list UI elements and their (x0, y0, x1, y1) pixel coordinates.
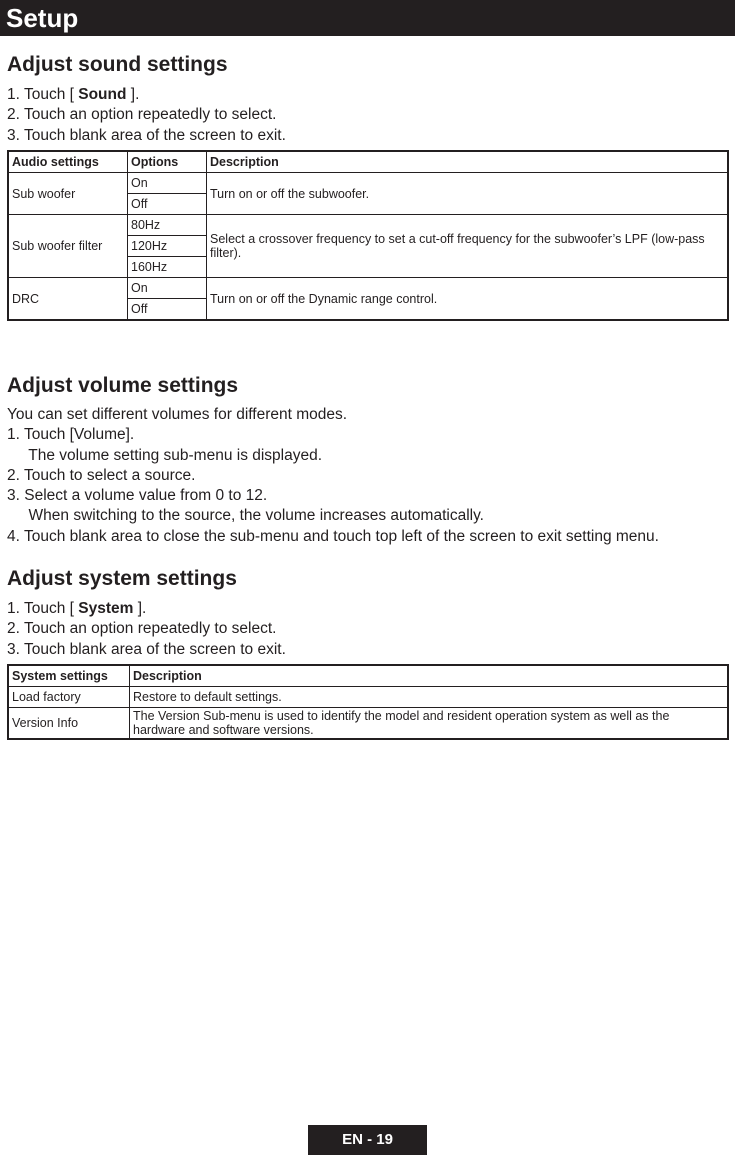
description-cell: Select a crossover frequency to set a cut-off frequency for the subwoofer’s LPF (low-pass filter). (207, 215, 729, 278)
line: 3. Select a volume value from 0 to 12. (7, 487, 268, 505)
step: 2. Touch an option repeatedly to select. (7, 620, 277, 638)
setting-cell: Sub woofer filter (8, 215, 128, 278)
col-header: Description (207, 151, 729, 173)
option-cell: 160Hz (128, 257, 207, 278)
line: 2. Touch to select a source. (7, 466, 196, 484)
description-cell: Restore to default settings. (130, 687, 729, 708)
option-cell: On (128, 173, 207, 194)
col-header: Audio settings (8, 151, 128, 173)
volume-steps (7, 405, 659, 547)
line: 4. Touch blank area to close the sub-menu and touch top left of the screen to exit setting menu. (7, 527, 659, 545)
step: 3. Touch blank area of the screen to exit. (7, 640, 286, 658)
option-cell: 80Hz (128, 215, 207, 236)
section-title-sound: Adjust sound settings (7, 53, 228, 76)
page-header: Setup (0, 0, 735, 36)
step: 2. Touch an option repeatedly to select. (7, 106, 277, 124)
step: 1. Touch [ System ]. (7, 600, 147, 617)
description-cell: The Version Sub-menu is used to identify the model and resident operation system as well as the hardware and software versions. (130, 708, 729, 740)
section-title-volume: Adjust volume settings (7, 374, 239, 397)
option-cell: On (128, 278, 207, 299)
sound-steps (7, 85, 286, 146)
line: The volume setting sub-menu is displayed. (7, 446, 323, 464)
setting-cell: Sub woofer (8, 173, 128, 215)
option-cell: Off (128, 299, 207, 321)
col-header: Description (130, 665, 729, 687)
system-steps (7, 599, 286, 660)
section-title-system: Adjust system settings (7, 567, 237, 590)
col-header: System settings (8, 665, 130, 687)
option-cell: Off (128, 194, 207, 215)
line: When switching to the source, the volume increases automatically. (7, 507, 484, 525)
setting-cell: Load factory (8, 687, 130, 708)
step: 1. Touch [ Sound ]. (7, 86, 140, 103)
page-number: EN - 19 (308, 1125, 427, 1155)
description-cell: Turn on or off the subwoofer. (207, 173, 729, 215)
col-header: Options (128, 151, 207, 173)
system-settings-table (7, 664, 729, 740)
option-cell: 120Hz (128, 236, 207, 257)
audio-settings-table (7, 150, 729, 321)
line: You can set different volumes for different modes. (7, 406, 348, 423)
step: 3. Touch blank area of the screen to exit. (7, 126, 286, 144)
line: 1. Touch [Volume]. (7, 426, 135, 444)
setting-cell: DRC (8, 278, 128, 321)
setting-cell: Version Info (8, 708, 130, 740)
description-cell: Turn on or off the Dynamic range control. (207, 278, 729, 321)
